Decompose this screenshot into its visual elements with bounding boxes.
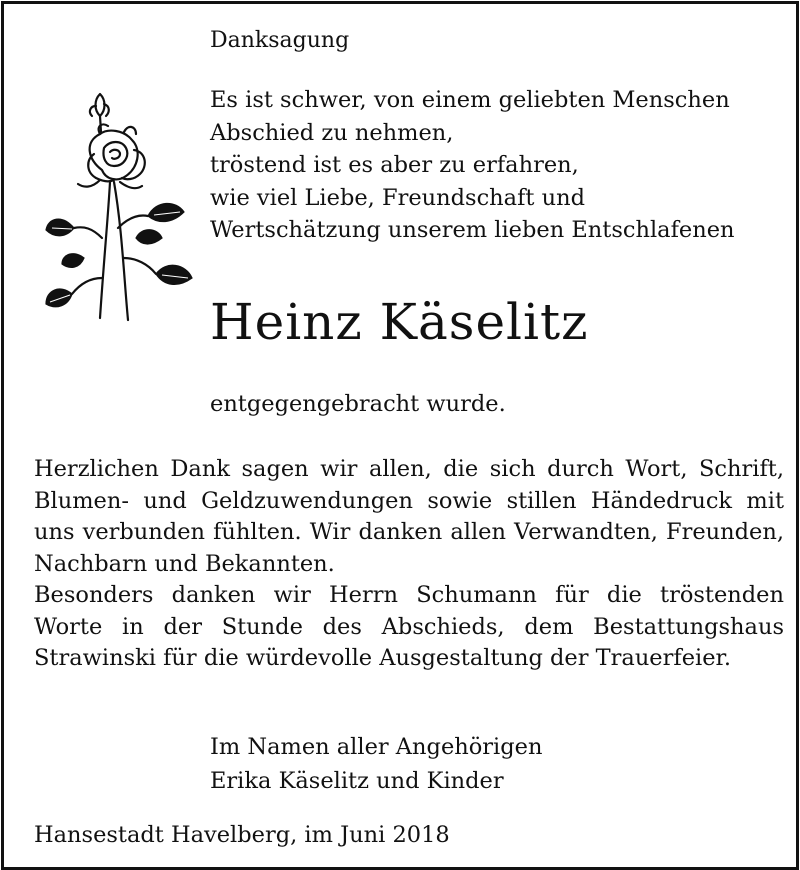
place-date: Hansestadt Havelberg, im Juni 2018 (34, 822, 450, 848)
obituary-notice-card (1, 1, 799, 870)
intro-line: wie viel Liebe, Freundschaft und (210, 184, 585, 211)
thanks-line: Strawinski für die würdevolle Ausgestaltung der Trauerfeier. (34, 645, 731, 671)
heading-title: Danksagung (210, 28, 350, 53)
intro-line: Abschied zu nehmen, (210, 119, 454, 146)
thanks-line: Besonders danken wir Herrn Schumann für die tröstenden (34, 582, 784, 608)
intro-line: Es ist schwer, von einem geliebten Menschen (210, 87, 730, 113)
signature-line: Erika Käselitz und Kinder (210, 768, 504, 794)
signature-block (210, 730, 542, 798)
intro-text (210, 84, 735, 247)
thanks-line: Worte in der Stunde des Abschieds, dem Bestattungshaus (34, 613, 784, 640)
deceased-name: Heinz Käselitz (210, 293, 589, 351)
intro-line: Wertschätzung unserem lieben Entschlafenen (210, 217, 735, 243)
thanks-line: Nachbarn und Bekannten. (34, 550, 335, 577)
thanks-line: Blumen- und Geldzuwendungen sowie stillen Händedruck mit (34, 487, 784, 514)
thanks-paragraph (34, 454, 784, 675)
intro-line: tröstend ist es aber zu erfahren, (210, 152, 579, 178)
after-name-text: entgegengebracht wurde. (210, 391, 506, 417)
rose-icon (44, 88, 194, 358)
thanks-line: Herzlichen Dank sagen wir allen, die sich durch Wort, Schrift, (34, 456, 784, 482)
thanks-line: uns verbunden fühlten. Wir danken allen Verwandten, Freunden, (34, 519, 784, 545)
signature-line: Im Namen aller Angehörigen (210, 734, 543, 760)
